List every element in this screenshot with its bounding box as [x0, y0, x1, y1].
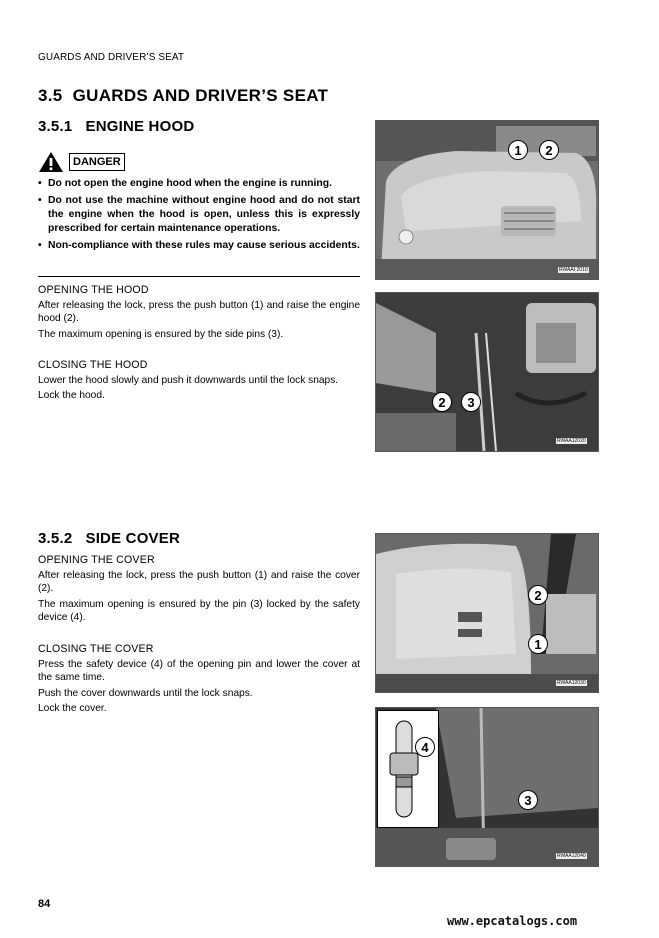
photo-code: RWAAI 2010 — [559, 267, 588, 273]
warning-triangle-icon — [38, 151, 64, 173]
cover-open-photo — [375, 707, 599, 867]
engine-hood-photo — [375, 120, 599, 280]
paragraph: The maximum opening is ensured by the side pins (3). — [38, 328, 284, 340]
section-title: GUARDS AND DRIVER’S SEAT — [72, 86, 329, 105]
opening-hood-block — [38, 284, 360, 343]
danger-list — [38, 177, 360, 253]
paragraph: After releasing the lock, press the push button (1) and raise the engine hood (2). — [38, 299, 360, 324]
side-cover-photo — [375, 533, 599, 693]
paragraph: Press the safety device (4) of the opening pin and lower the cover at the same time. — [38, 658, 360, 683]
side-cover-illustration — [376, 534, 598, 692]
paragraph: Lock the cover. — [38, 703, 107, 714]
subsection-heading-engine-hood — [38, 118, 194, 135]
subsection-number: 3.5.2 — [38, 530, 73, 547]
closing-cover-heading: CLOSING THE COVER — [38, 643, 154, 655]
subsection-number: 3.5.1 — [38, 118, 73, 135]
callout-2: 2 — [432, 392, 452, 412]
running-head: GUARDS AND DRIVER’S SEAT — [38, 52, 185, 63]
photo-code: RWAA12030 — [557, 680, 586, 686]
photo-code: RWAA12020 — [557, 438, 586, 444]
closing-hood-block — [38, 359, 360, 405]
paragraph: The maximum opening is ensured by the pin (3) locked by the safety device (4). — [38, 598, 360, 623]
page-number: 84 — [38, 898, 51, 910]
closing-cover-block — [38, 643, 360, 718]
opening-cover-block — [38, 554, 360, 627]
danger-block — [38, 151, 360, 256]
callout-4: 4 — [415, 737, 435, 757]
callout-1: 1 — [528, 634, 548, 654]
paragraph: Push the cover downwards until the lock snaps. — [38, 687, 253, 699]
paragraph: Lower the hood slowly and push it downwards until the lock snaps. — [38, 374, 339, 386]
opening-cover-heading: OPENING THE COVER — [38, 554, 155, 566]
paragraph: After releasing the lock, press the push button (1) and raise the cover (2). — [38, 569, 360, 594]
danger-divider — [38, 276, 360, 277]
subsection-title: ENGINE HOOD — [85, 118, 195, 135]
pin-detail-illustration — [378, 711, 438, 827]
opening-hood-heading: OPENING THE HOOD — [38, 284, 149, 296]
hood-open-illustration — [376, 293, 598, 451]
danger-item: • Do not use the machine without engine hood and do not start the engine when the hood is open, unless this is expressly prescribed for certain maintenance operations. — [38, 194, 360, 236]
pin-detail-inset — [377, 710, 439, 828]
closing-hood-heading: CLOSING THE HOOD — [38, 359, 148, 371]
callout-3: 3 — [461, 392, 481, 412]
danger-label: DANGER — [69, 153, 125, 171]
danger-item: • Do not open the engine hood when the engine is running. — [38, 177, 360, 191]
section-heading — [38, 86, 328, 106]
subsection-title: SIDE COVER — [85, 530, 181, 547]
subsection-heading-side-cover — [38, 530, 180, 547]
website-watermark: www.epcatalogs.com — [447, 914, 578, 928]
section-number: 3.5 — [38, 86, 63, 105]
photo-code: RWAA12040 — [557, 853, 586, 859]
engine-hood-illustration — [376, 121, 598, 279]
callout-3: 3 — [518, 790, 538, 810]
hood-open-photo — [375, 292, 599, 452]
callout-2: 2 — [528, 585, 548, 605]
danger-item: • Non-compliance with these rules may cause serious accidents. — [38, 239, 360, 253]
callout-2: 2 — [539, 140, 559, 160]
paragraph: Lock the hood. — [38, 390, 105, 401]
callout-1: 1 — [508, 140, 528, 160]
